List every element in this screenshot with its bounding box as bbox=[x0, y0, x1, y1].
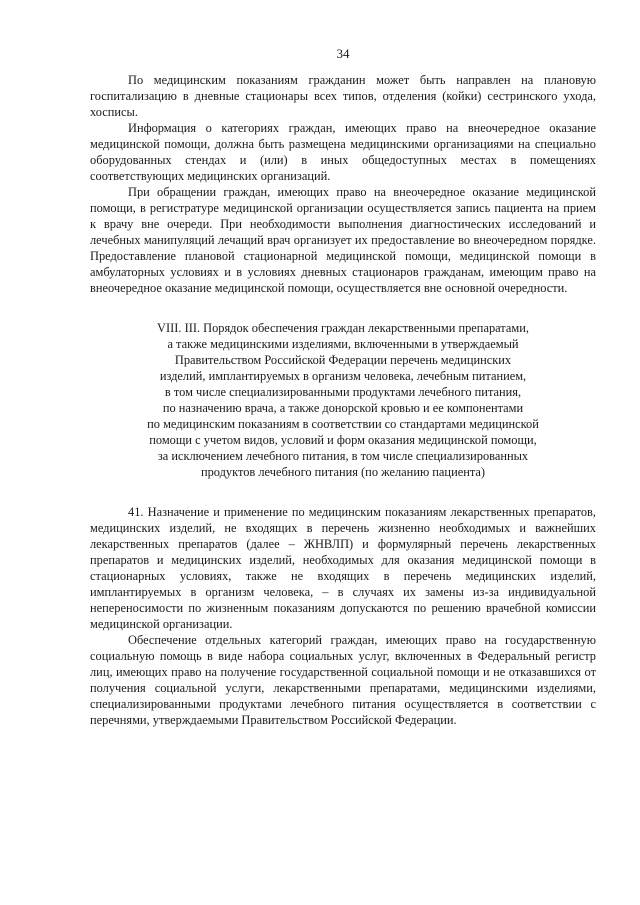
section-heading-line: а также медицинскими изделиями, включенными в утверждаемый bbox=[167, 337, 519, 351]
section-heading-line: по назначению врача, а также донорской кровью и ее компонентами bbox=[162, 401, 524, 415]
section-heading-line: Правительством Российской Федерации перечень медицинских bbox=[174, 353, 512, 367]
page-number: 34 bbox=[336, 46, 350, 61]
section-heading-line: VIII. III. Порядок обеспечения граждан лекарственными препаратами, bbox=[157, 321, 529, 335]
section-heading-line: за исключением лечебного питания, в том числе специализированных bbox=[157, 449, 529, 463]
paragraph-priority-registration: При обращении граждан, имеющих право на внеочередное оказание медицинской помощи, в регистратуре медицинской организации осуществляется запись пациента на прием к врачу вне очереди. При необходимости выполнения диагностических исследований и лечебных манипуляций лечащий врач организует их предоставление во внеочередном порядке. Предоставление плановой стационарной медицинской помощи, медицинской помощи в амбулаторных условиях и в условиях дневных стационаров гражданам, имеющим право на внеочередное оказание медицинской помощи, осуществляется вне основной очередности. bbox=[90, 185, 596, 295]
section-heading-line: по медицинским показаниям в соответствии со стандартами медицинской bbox=[147, 417, 539, 431]
section-heading-line: в том числе специализированными продуктами лечебного питания, bbox=[164, 385, 522, 399]
section-heading-line: изделий, имплантируемых в организм человека, лечебным питанием, bbox=[159, 369, 527, 383]
section-heading-line: продуктов лечебного питания (по желанию пациента) bbox=[200, 465, 486, 479]
section-heading-line: помощи с учетом видов, условий и форм оказания медицинской помощи, bbox=[149, 433, 537, 447]
section-heading bbox=[90, 320, 596, 480]
page-content bbox=[90, 72, 596, 728]
paragraph-priority-info: Информация о категориях граждан, имеющих право на внеочередное оказание медицинской помощи, должна быть размещена медицинскими организациями на специально оборудованных стендах и (или) в иных общедоступных местах в помещениях соответствующих медицинских организаций. bbox=[90, 121, 596, 183]
paragraph-inpatient-referral: По медицинским показаниям гражданин может быть направлен на плановую госпитализацию в дневные стационары всех типов, отделения (койки) сестринского ухода, хосписы. bbox=[90, 73, 596, 119]
paragraph-item-41: 41. Назначение и применение по медицинским показаниям лекарственных препаратов, медицинских изделий, не входящих в перечень жизненно необходимых и важнейших лекарственных препаратов (далее – ЖНВЛП) и формулярный перечень лекарственных препаратов и медицинских изделий, необходимых для оказания медицинской помощи в стационарных условиях, также не входящих в перечень медицинских изделий, имплантируемых в организм человека, – в случаях их замены из-за индивидуальной непереносимости по жизненным показаниям допускаются по решению врачебной комиссии медицинской организации. bbox=[90, 505, 596, 631]
document-page bbox=[90, 0, 596, 905]
paragraph-social-provision: Обеспечение отдельных категорий граждан, имеющих право на государственную социальную помощь в виде набора социальных услуг, включенных в Федеральный регистр лиц, имеющих право на получение государственной социальной помощи и не отказавшихся от получения социальной услуги, лекарственными препаратами, медицинскими изделиями, специализированными продуктами лечебного питания осуществляется в соответствии с перечнями, утверждаемыми Правительством Российской Федерации. bbox=[90, 633, 596, 727]
